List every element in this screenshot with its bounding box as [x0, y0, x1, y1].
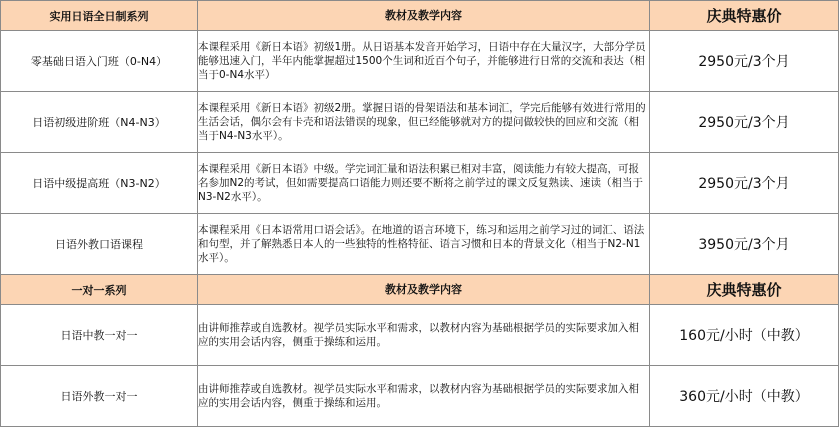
- table-row: [1, 214, 839, 275]
- course-description: 本课程采用《新日本语》初级2册。掌握日语的骨架语法和基本词汇，学完后能够有效进行常用的生活会话，偶尔会有卡壳和语法错误的现象，但已经能够就对方的提问做较快的回应和交流（相当于N4-N3水平）。: [198, 92, 650, 153]
- course-description: 本课程采用《新日本语》中级。学完词汇量和语法积累已相对丰富，阅读能力有较大提高，可报名参加N2的考试，但如需要提高口语能力则还要不断将之前学过的课文反复熟读、速读（相当于N3-N2水平）。: [198, 153, 650, 214]
- table-row: [1, 366, 839, 427]
- course-price: 3950元/3个月: [650, 214, 839, 275]
- course-price: 160元/小时（中教）: [650, 305, 839, 366]
- course-description: 由讲师推荐或自选教材。视学员实际水平和需求，以教材内容为基础根据学员的实际要求加入相应的实用会话内容，侧重于操练和运用。: [198, 305, 650, 366]
- course-description: 本课程采用《新日本语》初级1册。从日语基本发音开始学习，日语中存在大量汉字，大部分学员能够迅速入门，半年内能掌握超过1500个生词和近百个句子，并能够进行日常的交流和表达（相当于0-N4水平）: [198, 31, 650, 92]
- price-header: 庆典特惠价: [650, 1, 839, 31]
- course-name: 零基础日语入门班（0-N4）: [1, 31, 198, 92]
- course-description: 由讲师推荐或自选教材。视学员实际水平和需求，以教材内容为基础根据学员的实际要求加入相应的实用会话内容，侧重于操练和运用。: [198, 366, 650, 427]
- price-header: 庆典特惠价: [650, 275, 839, 305]
- course-price: 2950元/3个月: [650, 31, 839, 92]
- content-header: 教材及教学内容: [198, 275, 650, 305]
- content-header: 教材及教学内容: [198, 1, 650, 31]
- course-price: 2950元/3个月: [650, 92, 839, 153]
- section2-header-row: [1, 275, 839, 305]
- course-name: 日语外教一对一: [1, 366, 198, 427]
- series-header: 实用日语全日制系列: [1, 1, 198, 31]
- course-name: 日语初级进阶班（N4-N3）: [1, 92, 198, 153]
- table-row: [1, 153, 839, 214]
- course-name: 日语外教口语课程: [1, 214, 198, 275]
- table-row: [1, 31, 839, 92]
- table-row: [1, 92, 839, 153]
- course-name: 日语中级提高班（N3-N2）: [1, 153, 198, 214]
- course-price: 360元/小时（中教）: [650, 366, 839, 427]
- course-description: 本课程采用《日本语常用口语会话》。在地道的语言环境下，练习和运用之前学习过的词汇、语法和句型，并了解熟悉日本人的一些独特的性格特征、语言习惯和日本的背景文化（相当于N2-N1水平）。: [198, 214, 650, 275]
- table-row: [1, 305, 839, 366]
- course-name: 日语中教一对一: [1, 305, 198, 366]
- series-header: 一对一系列: [1, 275, 198, 305]
- course-price: 2950元/3个月: [650, 153, 839, 214]
- section1-header-row: [1, 1, 839, 31]
